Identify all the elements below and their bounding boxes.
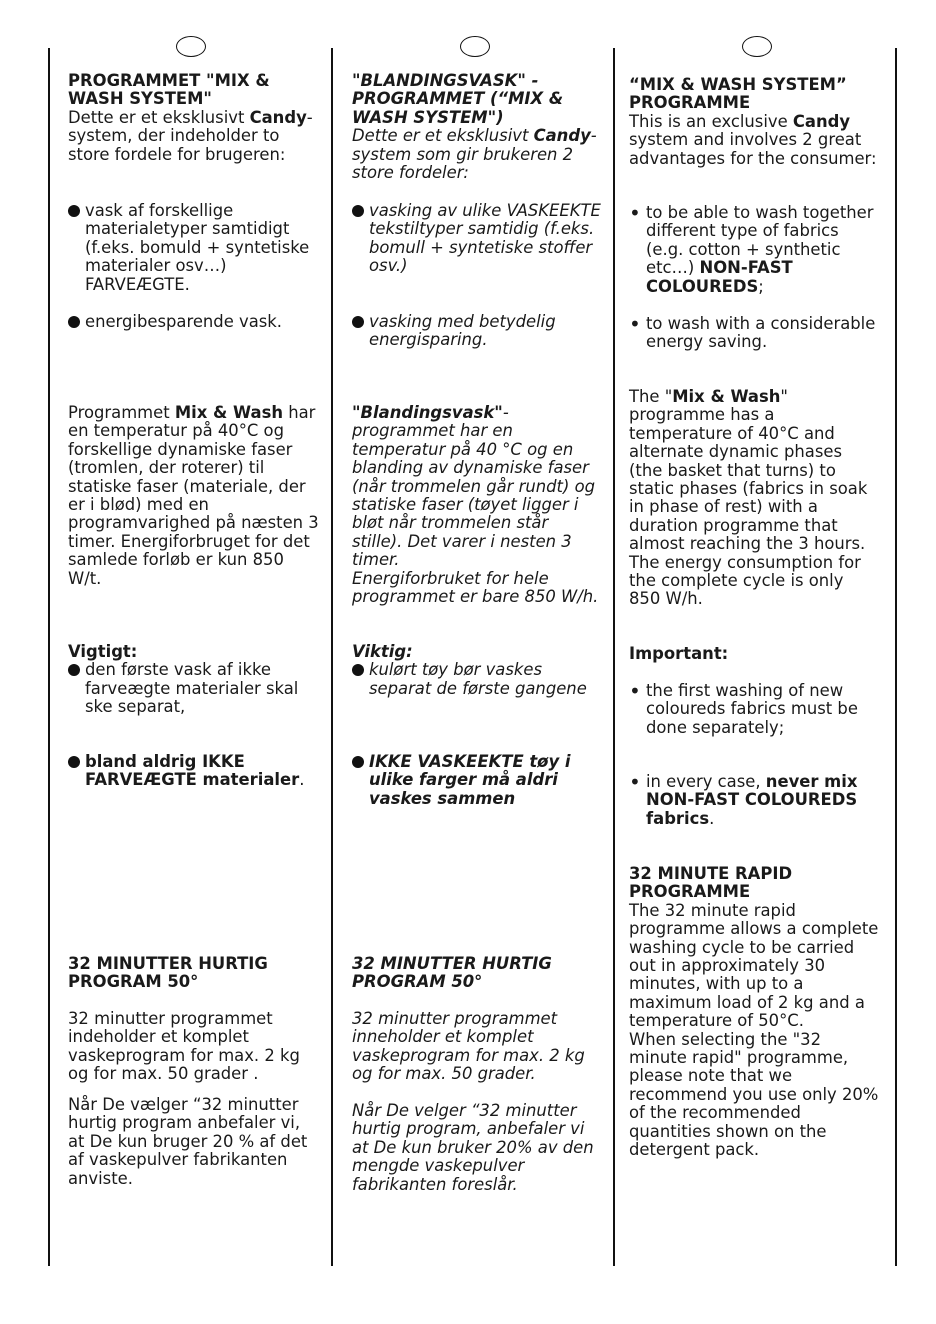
bullet-icon: • bbox=[629, 770, 641, 794]
rapid-program-detergent-note: Når De velger “32 minutter hurtig program, anbefaler vi at De kun bruker 20% av den mengde vaskepulver fabrikanten foreslår. bbox=[352, 1101, 594, 1194]
bullet-icon: • bbox=[629, 312, 641, 336]
advantage-bullet: • to be able to wash together different type of fabrics (e.g. cotton + synthetic etc…) NON-FAST COLOUREDS; bbox=[629, 201, 874, 296]
important-bullet: bland aldrig IKKE FARVEÆGTE materialer. bbox=[68, 753, 320, 790]
bullet-icon bbox=[68, 756, 80, 768]
advantage-bullet: vask af forskellige materialetyper samtidigt (f.eks. bomuld + syntetiske materialer osv…) FARVEÆGTE. bbox=[68, 202, 320, 294]
important-bullet: kulørt tøy bør vaskes separat de første gangene bbox=[352, 661, 602, 698]
advantage-bullet: energibesparende vask. bbox=[68, 313, 320, 332]
bullet-icon bbox=[352, 756, 364, 768]
bullet-icon bbox=[352, 316, 364, 328]
rapid-program-title: 32 MINUTTER HURTIG PROGRAM 50° bbox=[68, 954, 268, 992]
rapid-program-title: 32 MINUTE RAPID PROGRAMME bbox=[629, 864, 793, 902]
rapid-program-text: 32 minutter programmet inneholder et komplet vaskeprogram for max. 2 kg og for max. 50 grader. bbox=[352, 1009, 585, 1084]
mix-wash-title: "BLANDINGSVASK" - PROGRAMMET (“MIX & WASH SYSTEM") bbox=[352, 71, 564, 127]
bullet-icon bbox=[68, 316, 80, 328]
important-bullet: IKKE VASKEEKTE tøy i ulike farger må aldri vaskes sammen bbox=[352, 753, 602, 808]
rapid-program-detergent-note: Når De vælger “32 minutter hurtig program anbefaler vi, at De kun bruger 20 % af det af vaskepulver fabrikanten anviste. bbox=[68, 1095, 308, 1188]
column-rule-left bbox=[48, 48, 50, 1266]
mix-wash-title: PROGRAMMET "MIX & WASH SYSTEM" bbox=[68, 71, 270, 109]
language-flag-icon-english bbox=[742, 36, 772, 57]
important-bullet: • the first washing of new coloureds fabrics must be done separately; bbox=[629, 679, 858, 737]
rapid-program-text: The 32 minute rapid programme allows a complete washing cycle to be carried out in approximately 30 minutes, with up to a maximum load of 2 kg and a temperature of 50°C. bbox=[629, 900, 879, 1031]
column-danish bbox=[68, 72, 320, 1222]
mix-wash-title: “MIX & WASH SYSTEM” PROGRAMME bbox=[629, 75, 847, 113]
advantage-bullet: vasking av ulike VASKEEKTE tekstiltyper samtidig (f.eks. bomull + syntetiske stoffer osv.) bbox=[352, 202, 602, 276]
important-bullet: • in every case, never mix NON-FAST COLOUREDS fabrics. bbox=[629, 770, 858, 828]
bullet-icon: • bbox=[629, 201, 641, 225]
important-heading: Important: bbox=[629, 644, 729, 663]
rapid-program-text: 32 minutter programmet indeholder et komplet vaskeprogram for max. 2 kg og for max. 50 grader . bbox=[68, 1009, 300, 1084]
program-description: "Blandingsvask"-programmet har en temperatur på 40 °C og en blanding av dynamiske faser (når trommelen går rundt) og statiske faser (tøyet ligger i bløt når trommelen står stille). Det varer i nesten 3 timer. bbox=[352, 403, 596, 570]
important-heading: Viktig: bbox=[352, 642, 413, 661]
energy-consumption: Energiforbruket for hele programmet er bare 850 W/h. bbox=[352, 568, 599, 607]
column-english bbox=[629, 76, 879, 1226]
column-rule-middle-right bbox=[613, 48, 615, 1266]
important-bullet: den første vask af ikke farveægte materialer skal ske separat, bbox=[68, 661, 320, 716]
bullet-icon bbox=[68, 664, 80, 676]
mix-wash-intro: This is an exclusive Candy system and involves 2 great advantages for the consumer: bbox=[629, 111, 877, 168]
language-flag-icon-danish bbox=[176, 36, 206, 57]
bullet-icon bbox=[352, 205, 364, 217]
bullet-icon: • bbox=[629, 679, 641, 703]
advantage-bullet: vasking med betydelig energisparing. bbox=[352, 313, 602, 350]
mix-wash-intro: Dette er et eksklusivt Candy-system, der indeholder to store fordele for brugeren: bbox=[68, 107, 313, 164]
column-rule-right bbox=[895, 48, 897, 1266]
advantage-bullet: • to wash with a considerable energy saving. bbox=[629, 312, 876, 352]
bullet-icon bbox=[68, 205, 80, 217]
important-heading: Vigtigt: bbox=[68, 642, 138, 661]
column-rule-middle-left bbox=[331, 48, 333, 1266]
column-norwegian bbox=[352, 72, 602, 1222]
rapid-program-detergent-note: When selecting the "32 minute rapid" programme, please note that we recommend you use only 20% of the recommended quantities shown on the detergent pack. bbox=[629, 1029, 879, 1160]
bullet-icon bbox=[352, 664, 364, 676]
program-description: Programmet Mix & Wash har en temperatur på 40°C og forskellige dynamiske faser (tromlen, der roterer) til statiske faser (materiale, der er i blød) med en programvarighed på næsten 3 timer. Energiforbruget for det samlede forløb er kun 850 W/t. bbox=[68, 403, 319, 588]
rapid-program-title: 32 MINUTTER HURTIG PROGRAM 50° bbox=[352, 954, 552, 992]
language-flag-icon-norwegian bbox=[460, 36, 490, 57]
program-description: The "Mix & Wash" programme has a temperature of 40°C and alternate dynamic phases (the basket that turns) to static phases (fabrics in soak in phase of rest) with a duration programme that almost reaching the 3 hours. The energy consumption for the complete cycle is only 850 W/h. bbox=[629, 387, 868, 609]
mix-wash-intro: Dette er et eksklusivt Candy-system som gir brukeren 2 store fordeler: bbox=[352, 126, 597, 183]
